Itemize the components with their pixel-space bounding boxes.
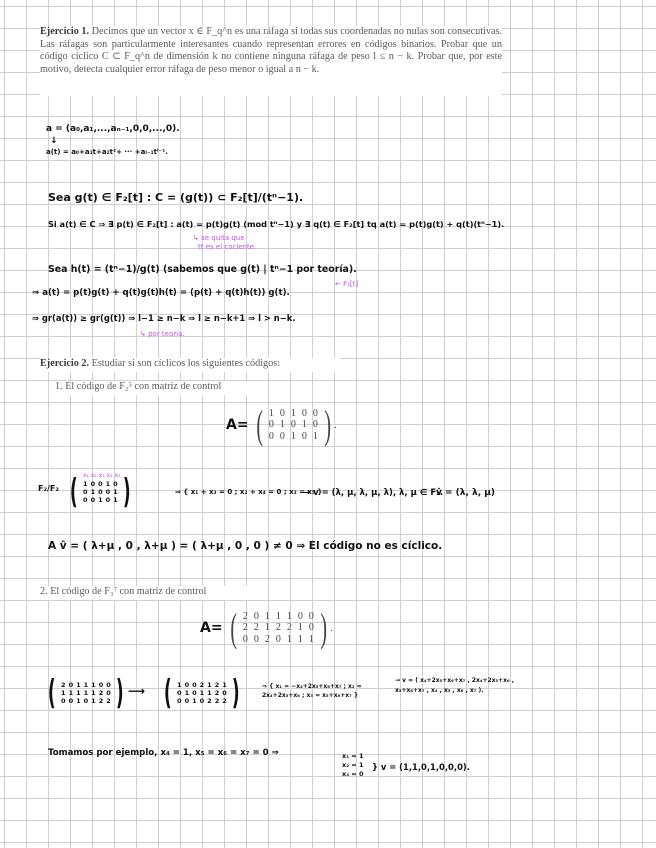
handwritten-matrix-2b-cell: 1 <box>184 689 190 697</box>
handwritten-matrix-2a-cell: 0 <box>61 697 66 705</box>
matrix-2-cell: 0 <box>308 610 314 622</box>
matrix-2-cell: 2 <box>275 622 281 634</box>
handwritten-matrix-2a-cell: 1 <box>83 681 89 689</box>
matrix-1-cell: 0 <box>290 419 296 431</box>
handwritten-implication-2: ⇒ a(t) = p(t)g(t) + q(t)g(t)h(t) = (p(t) + q(t)h(t)) g(t). <box>32 288 290 298</box>
matrix-1-row <box>266 419 321 431</box>
matrix-1-cell: 0 <box>312 407 318 419</box>
reduced-matrix-1-cell: 1 <box>105 480 111 488</box>
note-f2t: ← F₂[t] <box>335 280 359 288</box>
handwritten-matrix-2b-cell: 1 <box>177 681 182 689</box>
column-header-labels: x₁ x₂ x₃ x₄ x₅ <box>83 472 121 479</box>
exercise-1-text: Decimos que un vector x ∈ F_q^n es una ráfaga si todas sus coordenadas no nulas son consecutivas. Las ráfagas son particularmente interesantes cuando representan errores en códigos binarios. Probar que un código cíclico C ⊂ F_q^n de dimensión k no contiene ninguna ráfaga de peso l ≤ n − k. Probar que, por este motivo, detecta cualquier error ráfaga de peso menor o igual a n − k. <box>40 26 502 75</box>
reduced-matrix-1-cell: 0 <box>98 488 103 496</box>
handwritten-vector: a = (a₀,a₁,...,aₙ₋₁,0,0,...,0). <box>46 124 180 134</box>
matrix-2-cell: 2 <box>286 622 292 634</box>
row-reduce-arrow: ⟶ <box>128 684 146 698</box>
reduced-matrix-1-cell: 1 <box>113 496 118 504</box>
matrix-1-table <box>266 408 321 443</box>
handwritten-h-definition: Sea h(t) = (tⁿ−1)/g(t) (sabemos que g(t) | tⁿ−1 por teoría). <box>48 264 357 275</box>
matrix-1-row <box>266 431 321 443</box>
matrix-2-cell: 1 <box>308 633 314 645</box>
handwritten-matrix-2a-cell: 1 <box>91 681 96 689</box>
handwritten-matrix-2b-cell: 1 <box>192 697 197 705</box>
control-matrix-2: A= ( 2 0 1 1 1 0 0 2 2 1 2 2 1 0 0 0 2 0 1 1 1 ) . <box>200 605 333 650</box>
item-1-statement: 1. El código de F₂⁵ con matriz de control <box>55 381 265 395</box>
handwritten-arrow: ↓ <box>50 136 58 146</box>
handwritten-matrix-2b-cell: 0 <box>184 681 190 689</box>
matrix-1-cell: 1 <box>301 419 307 431</box>
reduced-matrix-1-cell: 0 <box>105 488 111 496</box>
exercise-2-label: Ejercicio 2. <box>40 358 90 369</box>
reduced-matrix-1-cell: 1 <box>90 488 96 496</box>
reduced-matrix-1-cell: 0 <box>90 480 96 488</box>
matrix-2-cell: 1 <box>264 622 270 634</box>
matrix-2-cell: 0 <box>308 622 314 634</box>
handwritten-matrix-2b-row <box>176 697 229 705</box>
matrix-2-cell: 0 <box>253 610 259 622</box>
matrix-2-cell: 1 <box>286 610 292 622</box>
handwritten-matrix-2a-cell: 1 <box>76 689 81 697</box>
handwritten-matrix-2b-cell: 0 <box>192 681 197 689</box>
system-1: ⇒ { x₁ + x₃ = 0 ; x₂ + x₄ = 0 ; x₃ = x₅ } <box>175 488 323 496</box>
matrix-1-cell: 1 <box>290 430 296 442</box>
exercise-1-label: Ejercicio 1. <box>40 26 90 37</box>
handwritten-matrix-2b-cell: 2 <box>207 697 212 705</box>
handwritten-matrix-2a-cell: 2 <box>61 681 66 689</box>
handwritten-matrix-2b-cell: 0 <box>177 697 182 705</box>
handwritten-matrix-2b-cell: 2 <box>214 697 220 705</box>
handwritten-matrix-2a-cell: 1 <box>83 689 89 697</box>
solution-vector-2: → v = ( x₄+2x₅+x₆+x₇ , 2x₄+2x₅+x₆ , x₅+x₆+x₇ , x₄ , x₅ , x₆ , x₇ ). <box>395 677 515 694</box>
matrix-1-cell: 1 <box>279 419 285 431</box>
matrix-2-table <box>240 611 317 646</box>
system-2: ⇒ { x₁ = −x₄+2x₅+x₆+x₇ ; x₂ = 2x₄+2x₅+x₆ ; x₃ = x₅+x₆+x₇ } <box>262 683 362 699</box>
note-se-quita: ↳ se quita que <box>193 234 245 242</box>
note-por-teoria: ↳ por teoría. <box>140 330 185 338</box>
handwritten-matrix-2b-cell: 2 <box>199 681 205 689</box>
handwritten-matrix-2a-cell: 1 <box>76 681 81 689</box>
matrix-2-cell: 0 <box>253 633 259 645</box>
matrix-2-cell: 1 <box>264 610 270 622</box>
matrix-2-cell: 0 <box>275 633 281 645</box>
example-x1: x₁ = 1 <box>342 752 364 760</box>
matrix-1-row <box>266 408 321 420</box>
matrix-1-cell: 0 <box>301 407 307 419</box>
handwritten-matrix-2b-cell: 1 <box>222 681 227 689</box>
handwritten-matrix-2b-row <box>176 681 229 689</box>
handwritten-degree-conclusion: ⇒ gr(a(t)) ≥ gr(g(t)) ⇒ l−1 ≥ n−k ⇒ l ≥ n−k+1 ⇒ l > n−k. <box>32 313 296 323</box>
reduced-matrix-1-cell: 0 <box>83 488 88 496</box>
matrix-2-cell: 1 <box>297 633 303 645</box>
exercise-2-text: Estudiar si son cíclicos los siguientes códigos: <box>91 358 281 369</box>
handwritten-matrix-2a-row <box>60 681 113 689</box>
matrix-1-cell: 0 <box>268 419 274 431</box>
matrix-2-cell: 1 <box>286 633 292 645</box>
matrix-2-cell: 2 <box>264 633 270 645</box>
handwritten-matrix-2a-row <box>60 689 113 697</box>
reduced-matrix-1: ( 1 0 0 1 0 0 1 0 0 1 0 0 1 0 1 ) <box>69 472 131 512</box>
exercise-1-statement <box>40 26 502 96</box>
handwritten-matrix-2b-cell: 2 <box>214 689 220 697</box>
matrix-2-row <box>240 622 317 634</box>
handwritten-matrix-2a-cell: 0 <box>106 689 111 697</box>
reduced-matrix-1-cell: 0 <box>83 496 88 504</box>
handwritten-matrix-2a-cell: 0 <box>83 697 89 705</box>
matrix-1-cell: 0 <box>301 430 307 442</box>
handwritten-matrix-2a-cell: 0 <box>106 681 111 689</box>
reduced-matrix-1-cell: 1 <box>113 488 118 496</box>
handwritten-matrix-2b: ( 1 0 0 2 1 2 1 0 1 0 1 1 2 0 0 0 1 0 2 2 2 ) <box>163 673 240 713</box>
example-result: } v = (1,1,0,1,0,0,0). <box>372 762 470 772</box>
item-2-statement: 2. El código de F₃⁷ con matriz de control <box>40 586 255 600</box>
matrix-1-cell: 1 <box>290 407 296 419</box>
exercise-2-statement <box>40 358 340 372</box>
matrix-2-cell: 2 <box>242 622 248 634</box>
matrix-1-cell: 0 <box>279 407 285 419</box>
matrix-2-cell: 0 <box>242 633 248 645</box>
handwritten-matrix-2b-cell: 1 <box>207 689 212 697</box>
handwritten-matrix-2a-cell: 0 <box>68 681 74 689</box>
handwritten-matrix-2a-cell: 2 <box>98 689 104 697</box>
reduced-matrix-1-cell: 0 <box>98 480 103 488</box>
solution-vector-1: → v = (λ, μ, λ, μ, λ), λ, μ ∈ F₂. <box>303 488 444 498</box>
matrix-1-cell: 0 <box>279 430 285 442</box>
matrix-1-cell: 0 <box>268 430 274 442</box>
reduced-matrix-1-row <box>82 488 120 496</box>
reduced-matrix-1-row <box>82 496 120 504</box>
matrix-2-row <box>240 634 317 646</box>
matrix-2-cell: 2 <box>253 622 259 634</box>
example-x2: x₂ = 1 <box>342 761 364 769</box>
handwritten-matrix-2a-cell: 1 <box>91 697 96 705</box>
handwritten-matrix-2a-cell: 2 <box>106 697 111 705</box>
conclusion-not-cyclic: A v̂ = ( λ+μ , 0 , λ+μ ) = ( λ+μ , 0 , 0 ) ≠ 0 ⇒ El código no es cíclico. <box>48 540 443 552</box>
matrix-1-cell: 1 <box>312 430 318 442</box>
matrix-2-cell: 1 <box>275 610 281 622</box>
handwritten-matrix-2b-cell: 0 <box>199 697 205 705</box>
matrix-2-cell: 1 <box>297 622 303 634</box>
handwritten-implication-1: Si a(t) ∈ C ⇒ ∃ p(t) ∈ F₂[t] : a(t) = p(t)g(t) (mod tⁿ−1) y ∃ q(t) ∈ F₂[t] tq a(t) = p(t)g(t) + q(t)(tⁿ−1). <box>48 219 505 229</box>
handwritten-matrix-2a-cell: 2 <box>98 697 104 705</box>
handwritten-matrix-2a-row <box>60 697 113 705</box>
handwritten-matrix-2a-cell: 0 <box>98 681 104 689</box>
reduced-matrix-1-cell: 1 <box>83 480 88 488</box>
handwritten-polynomial: a(t) = a₀+a₁t+a₂t²+ ··· +aₗ₋₁tˡ⁻¹. <box>46 148 168 156</box>
handwritten-matrix-2a: ( 2 0 1 1 1 0 0 1 1 1 1 1 2 0 0 0 1 0 1 2 2 ) <box>47 673 124 713</box>
handwritten-matrix-2b-row <box>176 689 229 697</box>
matrix-2-row <box>240 611 317 623</box>
handwritten-matrix-2b-cell: 0 <box>177 689 182 697</box>
control-matrix-1: A= ( 1 0 1 0 0 0 1 0 1 0 0 0 1 0 1 ) . <box>226 402 337 447</box>
matrix-2-cell: 0 <box>297 610 303 622</box>
matrix-2-cell: 2 <box>242 610 248 622</box>
handwritten-generator: Sea g(t) ∈ F₂[t] : C = (g(t)) ⊂ F₂[t]/(tⁿ−1). <box>48 191 304 204</box>
vector-v-hat: v̂ = (λ, λ, μ) <box>436 488 496 498</box>
handwritten-matrix-2b-cell: 0 <box>222 689 227 697</box>
handwritten-matrix-2a-cell: 1 <box>76 697 81 705</box>
reduced-matrix-1-row <box>82 480 120 488</box>
matrix-1-cell: 1 <box>268 407 274 419</box>
handwritten-matrix-2b-cell: 0 <box>192 689 197 697</box>
note-cociente: tt es el cociente <box>198 243 255 251</box>
reduced-matrix-1-cell: 0 <box>105 496 111 504</box>
handwritten-matrix-2b-cell: 2 <box>214 681 220 689</box>
matrix-1-cell: 0 <box>312 419 318 431</box>
example-x3: x₃ = 0 <box>342 770 364 778</box>
handwritten-matrix-2b-cell: 0 <box>184 697 190 705</box>
handwritten-matrix-2a-cell: 1 <box>91 689 96 697</box>
example-choice: Tomamos por ejemplo, x₄ = 1, x₅ = x₆ = x₇ = 0 ⇒ <box>48 748 279 758</box>
handwritten-matrix-2b-cell: 2 <box>222 697 227 705</box>
handwritten-matrix-2b-cell: 1 <box>199 689 205 697</box>
handwritten-matrix-2b-cell: 1 <box>207 681 212 689</box>
reduced-matrix-1-cell: 0 <box>90 496 96 504</box>
reduced-matrix-1-cell: 1 <box>98 496 103 504</box>
reduced-matrix-1-cell: 0 <box>113 480 118 488</box>
handwritten-f2: F₂/F₂ <box>38 484 59 493</box>
handwritten-matrix-2a-cell: 1 <box>61 689 66 697</box>
handwritten-matrix-2a-cell: 1 <box>68 689 74 697</box>
handwritten-matrix-2a-cell: 0 <box>68 697 74 705</box>
